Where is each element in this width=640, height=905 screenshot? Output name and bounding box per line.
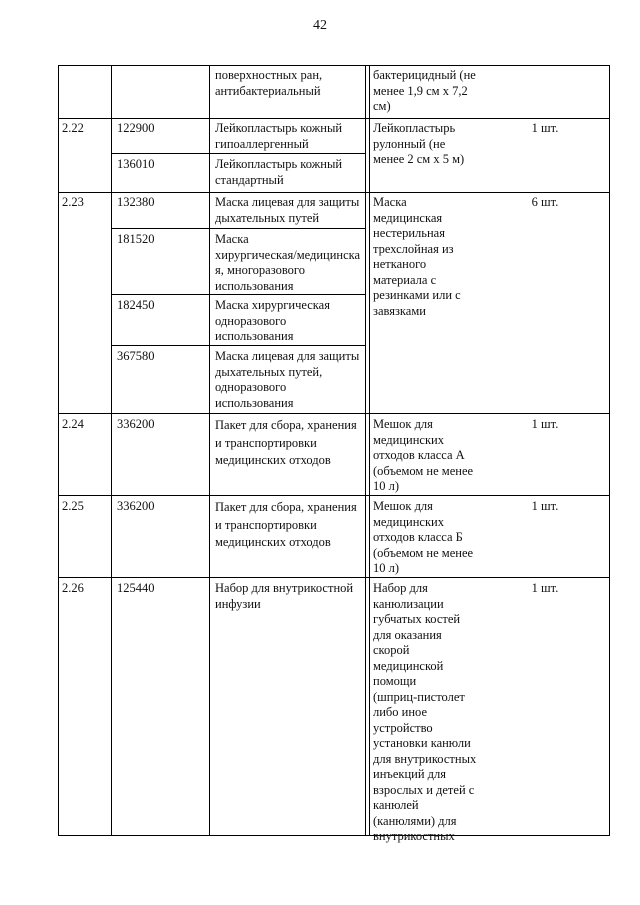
table-cell-spec: Набор для канюлизации губчатых костей для оказания скорой медицинской помощи (шприц-пистолет либо иное устройство установки канюли для внутрикостных инъекций для взрослых и детей с канюлей (канюлями) для внутрикостных xyxy=(373,581,477,843)
sub-row-divider xyxy=(111,345,365,346)
table-cell-code: 132380 xyxy=(117,195,155,209)
table-cell-name: Набор для внутрикостной инфузии xyxy=(215,581,354,611)
table-column-divider xyxy=(209,65,210,836)
table-cell-code: 182450 xyxy=(117,298,155,312)
table-cell-number: 2.22 xyxy=(62,121,84,135)
table-border-right xyxy=(609,65,610,836)
table-cell-code: 336200 xyxy=(117,499,155,513)
table-cell-number: 2.25 xyxy=(62,499,84,513)
table-column-divider xyxy=(365,65,366,836)
table-cell-name: Маска хирургическая одноразового использования xyxy=(215,298,330,343)
table-cell-name: Пакет для сбора, хранения и транспортировки медицинских отходов xyxy=(215,418,357,467)
table-cell-quantity: 1 шт. xyxy=(531,121,559,135)
sub-row-divider xyxy=(111,294,365,295)
row-divider xyxy=(58,495,610,496)
table-border-bottom xyxy=(58,835,610,836)
table-cell-name: Маска лицевая для защиты дыхательных путей, одноразового использования xyxy=(215,349,360,410)
table-cell-code: 367580 xyxy=(117,349,155,363)
table-cell-quantity: 1 шт. xyxy=(531,499,559,513)
table-cell-name: Маска хирургическая/медицинска я, многоразового использования xyxy=(215,232,361,293)
row-divider xyxy=(58,118,610,119)
table-cell-spec: бактерицидный (не менее 1,9 см х 7,2 см) xyxy=(373,68,476,113)
table-cell-number: 2.24 xyxy=(62,417,84,431)
sub-row-divider xyxy=(111,228,365,229)
table-cell-code: 181520 xyxy=(117,232,155,246)
table-cell-spec: Маска медицинская нестерильная трехслойная из нетканого материала с резинками или с завязками xyxy=(373,195,461,318)
table-border-left xyxy=(58,65,59,836)
table-cell-code: 336200 xyxy=(117,417,155,431)
row-divider xyxy=(58,577,610,578)
row-divider xyxy=(58,192,610,193)
table-cell-name: Лейкопластырь кожный гипоаллергенный xyxy=(215,121,343,151)
sub-row-divider xyxy=(111,153,365,154)
table-cell-spec: Мешок для медицинских отходов класса А (объемом не менее 10 л) xyxy=(373,417,474,493)
table-cell-number: 2.26 xyxy=(62,581,84,595)
page-number: 42 xyxy=(313,18,327,33)
table-cell-name: поверхностных ран, антибактериальный xyxy=(215,68,323,98)
table-cell-code: 125440 xyxy=(117,581,155,595)
table-border-top xyxy=(58,65,610,66)
table-cell-name: Лейкопластырь кожный стандартный xyxy=(215,157,343,187)
table-cell-spec: Мешок для медицинских отходов класса Б (объемом не менее 10 л) xyxy=(373,499,474,575)
table-column-divider xyxy=(369,65,370,836)
row-divider xyxy=(58,413,610,414)
table-cell-quantity: 6 шт. xyxy=(531,195,559,209)
table-cell-number: 2.23 xyxy=(62,195,84,209)
table-cell-quantity: 1 шт. xyxy=(531,417,559,431)
table-cell-spec: Лейкопластырь рулонный (не менее 2 см х 5 м) xyxy=(373,121,465,166)
table-cell-quantity: 1 шт. xyxy=(531,581,559,595)
table-cell-name: Пакет для сбора, хранения и транспортировки медицинских отходов xyxy=(215,500,357,549)
table-cell-code: 122900 xyxy=(117,121,155,135)
table-cell-name: Маска лицевая для защиты дыхательных путей xyxy=(215,195,360,225)
table-column-divider xyxy=(111,65,112,836)
table-cell-code: 136010 xyxy=(117,157,155,171)
